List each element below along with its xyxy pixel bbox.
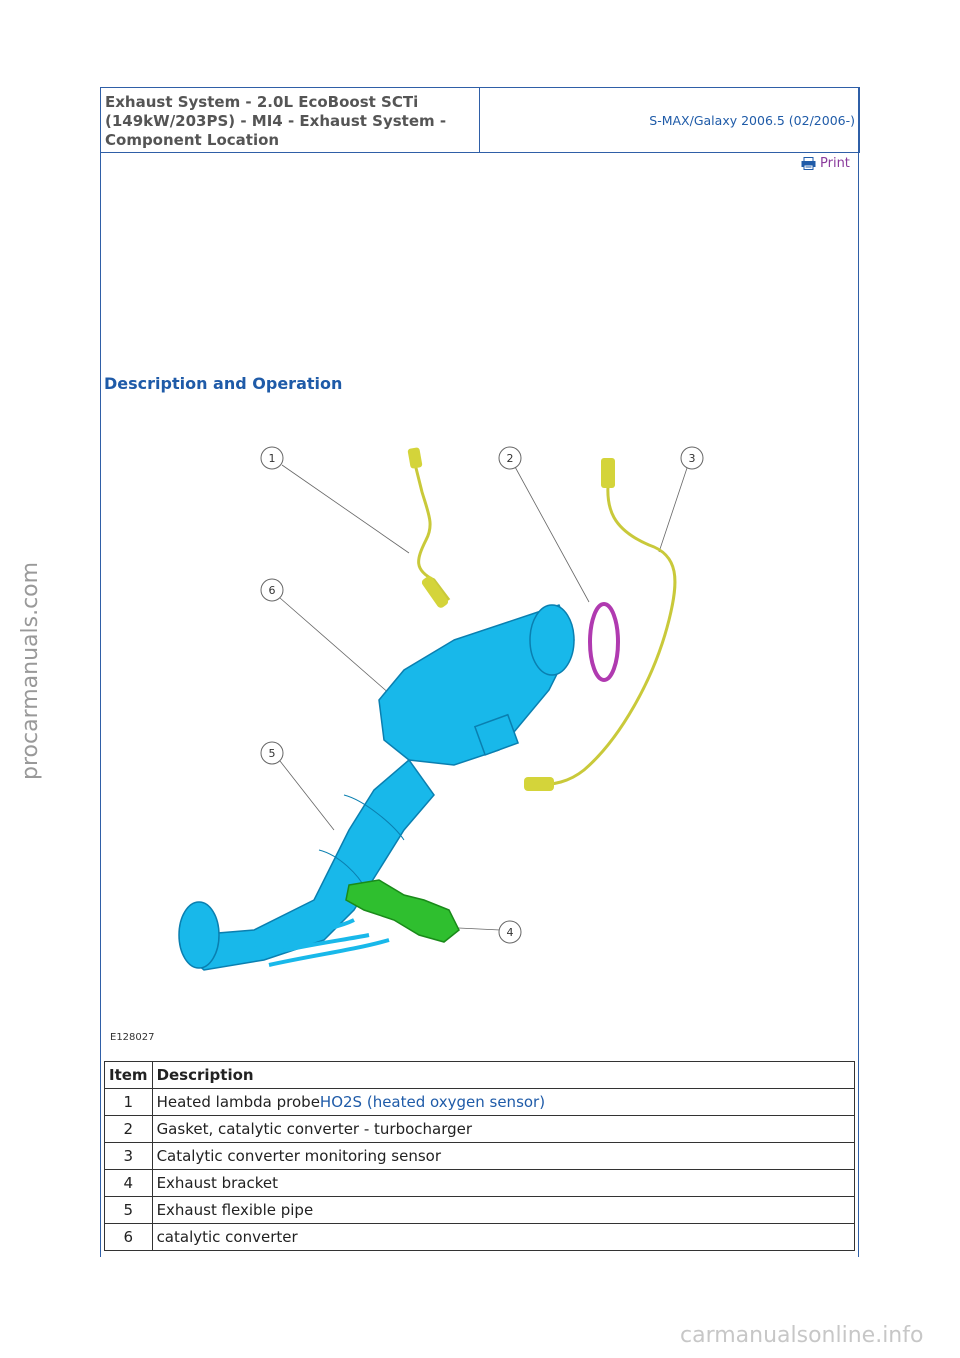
table-row bbox=[105, 1116, 855, 1143]
model-label: S-MAX/Galaxy 2006.5 (02/2006-) bbox=[649, 112, 855, 128]
item-number: 5 bbox=[105, 1197, 153, 1224]
ho2s-link[interactable]: HO2S (heated oxygen sensor) bbox=[319, 1093, 546, 1111]
table-header-row bbox=[105, 1062, 855, 1089]
watermark-left: procarmanuals.com bbox=[18, 561, 43, 780]
component-table bbox=[104, 1061, 855, 1251]
table-row bbox=[105, 1197, 855, 1224]
exhaust-bracket-part bbox=[346, 880, 459, 942]
column-header-description: Description bbox=[152, 1062, 854, 1089]
print-button[interactable] bbox=[801, 156, 850, 171]
gasket-part bbox=[590, 604, 618, 680]
item-number: 3 bbox=[105, 1143, 153, 1170]
table-row bbox=[105, 1089, 855, 1116]
svg-text:2: 2 bbox=[506, 452, 514, 465]
table-row bbox=[105, 1170, 855, 1197]
figure-id: E128027 bbox=[110, 1032, 155, 1043]
item-description: Gasket, catalytic converter - turbocharger bbox=[152, 1116, 854, 1143]
item-number: 2 bbox=[105, 1116, 153, 1143]
exhaust-component-illustration bbox=[104, 430, 854, 1050]
printer-icon bbox=[801, 157, 816, 170]
catalytic-converter-part bbox=[179, 605, 574, 970]
svg-text:1: 1 bbox=[268, 452, 276, 465]
callout-4 bbox=[499, 921, 521, 943]
item-description: Exhaust bracket bbox=[152, 1170, 854, 1197]
watermark-bottom: carmanualsonline.info bbox=[680, 1323, 924, 1348]
item-description: Exhaust flexible pipe bbox=[152, 1197, 854, 1224]
item-description: catalytic converter bbox=[152, 1224, 854, 1251]
column-header-item: Item bbox=[105, 1062, 153, 1089]
svg-text:5: 5 bbox=[268, 747, 276, 760]
document-header bbox=[100, 87, 860, 153]
item-description bbox=[152, 1089, 854, 1116]
section-title: Description and Operation bbox=[104, 374, 343, 393]
callout-6 bbox=[261, 579, 283, 601]
print-label: Print bbox=[820, 156, 850, 171]
page-title: Exhaust System - 2.0L EcoBoost SCTi (149kW/203PS) - MI4 - Exhaust System - Component Location bbox=[101, 88, 480, 152]
callout-3 bbox=[681, 447, 703, 469]
callout-5 bbox=[261, 742, 283, 764]
item-number: 6 bbox=[105, 1224, 153, 1251]
item-description: Catalytic converter monitoring sensor bbox=[152, 1143, 854, 1170]
table-row bbox=[105, 1143, 855, 1170]
table-row bbox=[105, 1224, 855, 1251]
description-text: Heated lambda probe bbox=[156, 1093, 320, 1111]
svg-text:3: 3 bbox=[688, 452, 696, 465]
callout-2 bbox=[499, 447, 521, 469]
callout-1 bbox=[261, 447, 283, 469]
svg-text:6: 6 bbox=[268, 584, 276, 597]
svg-text:4: 4 bbox=[506, 926, 514, 939]
item-number: 4 bbox=[105, 1170, 153, 1197]
item-number: 1 bbox=[105, 1089, 153, 1116]
